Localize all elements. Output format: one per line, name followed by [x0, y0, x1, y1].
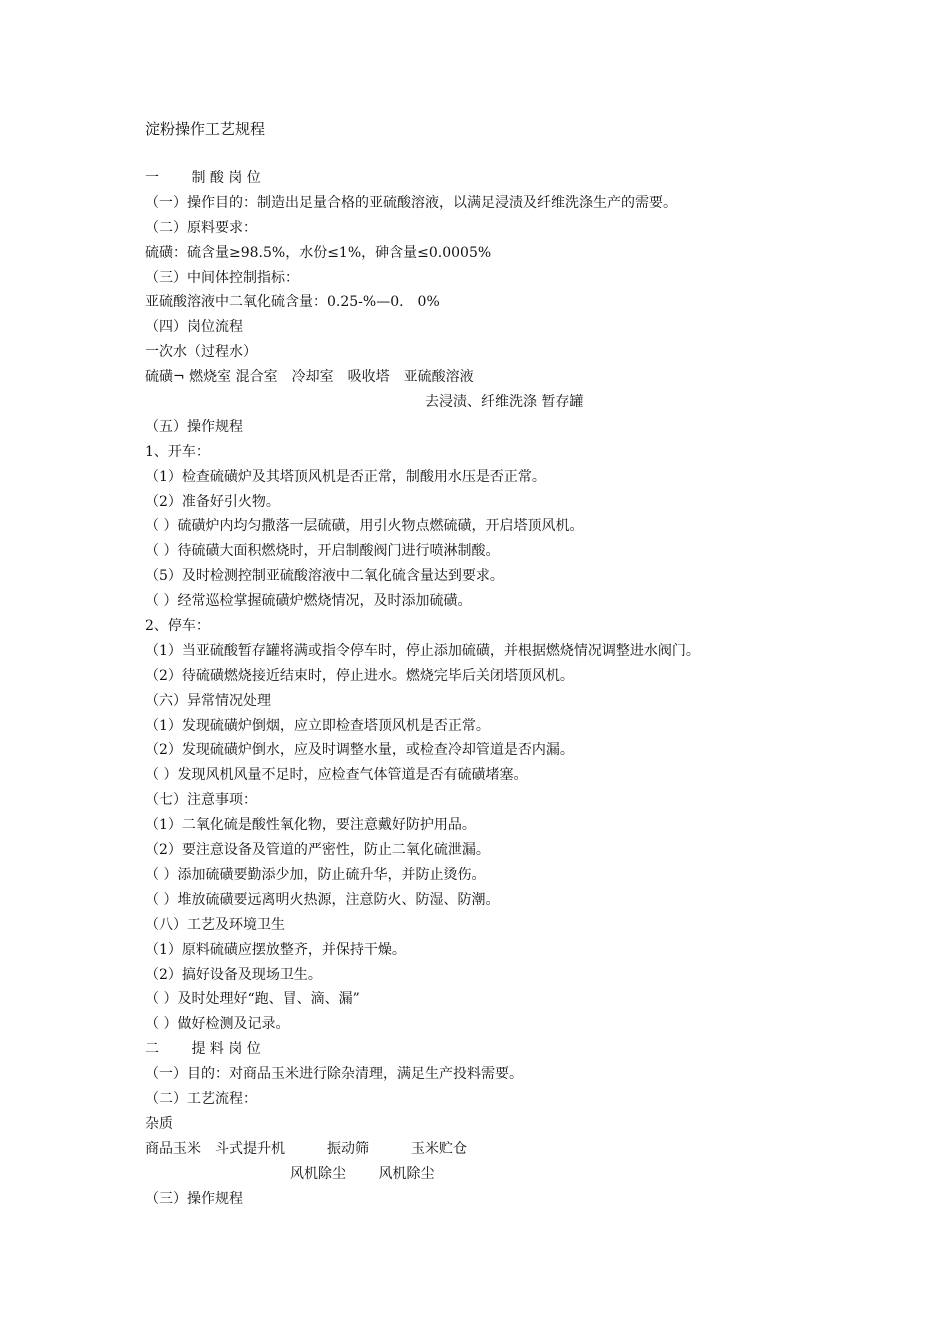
- text-line: （ ）做好检测及记录。: [145, 1016, 290, 1033]
- text-line: （2）待硫磺燃烧接近结束时，停止进水。燃烧完毕后关闭塔顶风机。: [145, 667, 574, 684]
- text-line: （ ）硫磺炉内均匀撒落一层硫磺，用引火物点燃硫磺，开启塔顶风机。: [145, 518, 584, 535]
- text-line: （二）工艺流程：: [145, 1090, 257, 1107]
- document-title: 淀粉操作工艺规程: [145, 120, 266, 138]
- text-line: 一次水（过程水）: [145, 344, 257, 361]
- text-line: 1、开车：: [145, 443, 210, 460]
- process-flow-line: 去浸渍、纤维洗涤 暂存罐: [425, 394, 584, 411]
- text-line: （五）操作规程: [145, 418, 243, 435]
- text-line: （1）二氧化硫是酸性氧化物，要注意戴好防护用品。: [145, 817, 476, 834]
- text-line: （四）岗位流程: [145, 319, 243, 336]
- text-line: （1）原料硫磺应摆放整齐，并保持干燥。: [145, 941, 406, 958]
- text-line: （二）原料要求：: [145, 219, 257, 236]
- text-line: 硫磺：硫含量≥98.5%，水份≤1%，砷含量≤0.0005%: [145, 244, 492, 261]
- document-body: [145, 166, 845, 1211]
- text-line: 2、停车：: [145, 618, 210, 635]
- text-line: （2）发现硫磺炉倒水，应及时调整水量，或检查冷却管道是否内漏。: [145, 742, 574, 759]
- text-line: （2）搞好设备及现场卫生。: [145, 966, 322, 983]
- text-line: （七）注意事项：: [145, 792, 257, 809]
- text-line: （1）检查硫磺炉及其塔顶风机是否正常，制酸用水压是否正常。: [145, 468, 546, 485]
- text-line: （ ）待硫磺大面积燃烧时，开启制酸阀门进行喷淋制酸。: [145, 543, 500, 560]
- text-line: （三）操作规程: [145, 1190, 243, 1207]
- text-line: （三）中间体控制指标：: [145, 269, 299, 286]
- text-line: （一）目的：对商品玉米进行除杂清理，满足生产投料需要。: [145, 1066, 523, 1083]
- text-line: （2）准备好引火物。: [145, 493, 280, 510]
- text-line: （ ）堆放硫磺要远离明火热源，注意防火、防湿、防潮。: [145, 891, 500, 908]
- text-line: （2）要注意设备及管道的严密性，防止二氧化硫泄漏。: [145, 842, 490, 859]
- process-flow-line: 商品玉米 斗式提升机 振动筛 玉米贮仓: [145, 1140, 467, 1157]
- text-line: （一）操作目的：制造出足量合格的亚硫酸溶液，以满足浸渍及纤维洗涤生产的需要。: [145, 194, 677, 211]
- text-line: （ ）添加硫磺要勤添少加，防止硫升华，并防止烫伤。: [145, 866, 486, 883]
- text-line: （5）及时检测控制亚硫酸溶液中二氧化硫含量达到要求。: [145, 568, 504, 585]
- section-heading: 二 提 料 岗 位: [145, 1041, 261, 1058]
- text-line: 亚硫酸溶液中二氧化硫含量：0.25-%—0. 0%: [145, 294, 440, 311]
- text-line: （ ）及时处理好“跑、冒、滴、漏”: [145, 991, 360, 1008]
- process-flow-line: 杂质: [145, 1115, 173, 1132]
- text-line: （六）异常情况处理: [145, 692, 271, 709]
- process-flow-line: 硫磺¬ 燃烧室 混合室 冷却室 吸收塔 亚硫酸溶液: [145, 369, 474, 386]
- text-line: （1）发现硫磺炉倒烟，应立即检查塔顶风机是否正常。: [145, 717, 490, 734]
- section-heading: 一 制 酸 岗 位: [145, 170, 261, 186]
- text-line: （ ）发现风机风量不足时，应检查气体管道是否有硫磺堵塞。: [145, 767, 528, 784]
- text-line: （1）当亚硫酸暂存罐将满或指令停车时，停止添加硫磺，并根据燃烧情况调整进水阀门。: [145, 642, 700, 659]
- text-line: （八）工艺及环境卫生: [145, 916, 285, 933]
- process-flow-line: 风机除尘 风机除尘: [290, 1165, 435, 1182]
- text-line: （ ）经常巡检掌握硫磺炉燃烧情况，及时添加硫磺。: [145, 593, 472, 610]
